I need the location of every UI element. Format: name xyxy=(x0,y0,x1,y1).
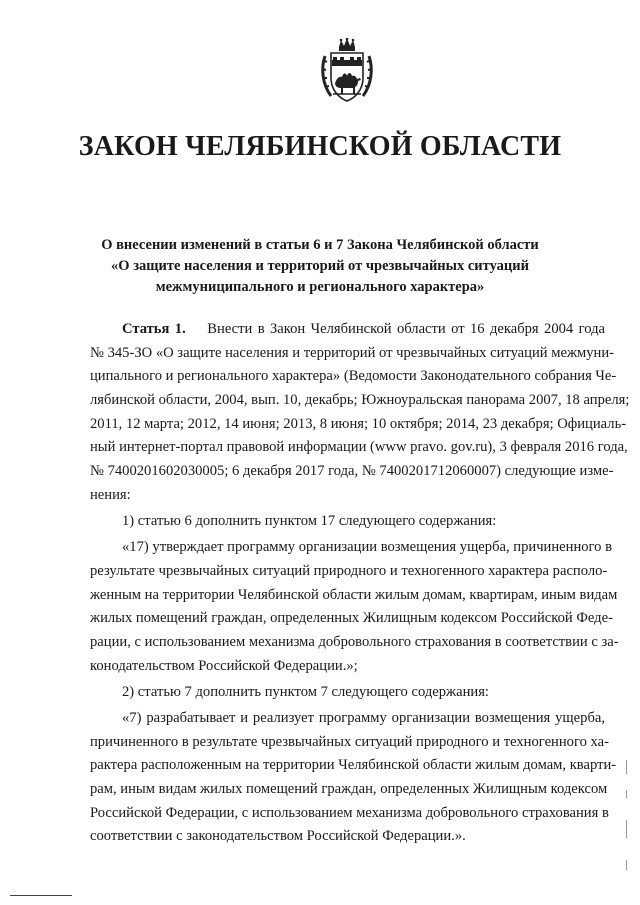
article-line: № 7400201602030005; 6 декабря 2017 года, № 7400201712060007) следующие изме- xyxy=(90,463,614,480)
law-subtitle xyxy=(40,235,600,298)
item1-line: конодательством Российской Федерации.»; xyxy=(90,657,358,674)
item2-line: соответствии с законодательством Российской Федерации.». xyxy=(90,828,466,845)
item1-line: рации, с использованием механизма добровольного страхования в соответствии с за- xyxy=(90,633,619,650)
item2-line: Российской Федерации, с использованием механизма добровольного страхования в xyxy=(90,804,609,821)
item1-line: жилых помещений граждан, определенных Жилищным кодексом Российской Феде- xyxy=(90,610,613,627)
item2-line: рам, иным видам жилых помещений граждан, определенных Жилищным кодексом xyxy=(90,781,608,798)
item1-intro: 1) статью 6 дополнить пунктом 17 следующего содержания: xyxy=(122,513,497,529)
item2-first-line: «7) разрабатывает и реализует программу организации возмещения ущерба, xyxy=(122,710,605,726)
item1-first-line: «17) утверждает программу организации возмещения ущерба, причиненного в xyxy=(122,539,613,556)
article-line: лябинской области, 2004, вып. 10, декабрь; Южноуральская панорама 2007, 18 апреля; xyxy=(90,392,630,409)
item2-intro: 2) статью 7 дополнить пунктом 7 следующего содержания: xyxy=(122,683,489,700)
article-line: № 345-ЗО «О защите населения и территорий от чрезвычайных ситуаций межмуни- xyxy=(90,344,615,361)
article-line: 2011, 12 марта; 2012, 14 июня; 2013, 8 июня; 10 октября; 2014, 23 декабря; Официаль- xyxy=(90,415,627,432)
item2-line: причиненного в результате чрезвычайных ситуаций природного и техногенного ха- xyxy=(90,733,609,750)
subtitle-line: межмуниципального и регионального характера» xyxy=(155,279,485,295)
article-label: Статья 1. xyxy=(122,321,186,337)
coat-of-arms-icon xyxy=(319,38,375,104)
article-text: Внести в Закон Челябинской области от 16 декабря 2004 года xyxy=(207,321,605,337)
article-line: ципального и регионального характера» (Ведомости Законодательного собрания Че- xyxy=(90,368,617,385)
scan-edge-marks xyxy=(624,760,630,890)
item2-line: рактера расположенным на территории Челябинской области жилым домам, кварти- xyxy=(90,757,617,774)
article-line: ный интернет-портал правовой информации (www pravo. gov.ru), 3 февраля 2016 года, xyxy=(90,439,628,456)
subtitle-line: «О защите населения и территорий от чрезвычайных ситуаций xyxy=(111,258,529,274)
article-line: нения: xyxy=(90,486,131,503)
article-first-line xyxy=(90,318,605,342)
item1-line: женным на территории Челябинской области жилым домам, квартирам, иным видам xyxy=(90,586,618,603)
footnote-rule xyxy=(10,895,72,896)
document-body xyxy=(90,318,630,849)
law-title: ЗАКОН ЧЕЛЯБИНСКОЙ ОБЛАСТИ xyxy=(78,131,562,162)
item1-line: результате чрезвычайных ситуаций природного и техногенного характера располо- xyxy=(90,562,608,579)
crown-icon xyxy=(339,38,355,51)
subtitle-line: О внесении изменений в статьи 6 и 7 Закона Челябинской области xyxy=(101,237,539,253)
